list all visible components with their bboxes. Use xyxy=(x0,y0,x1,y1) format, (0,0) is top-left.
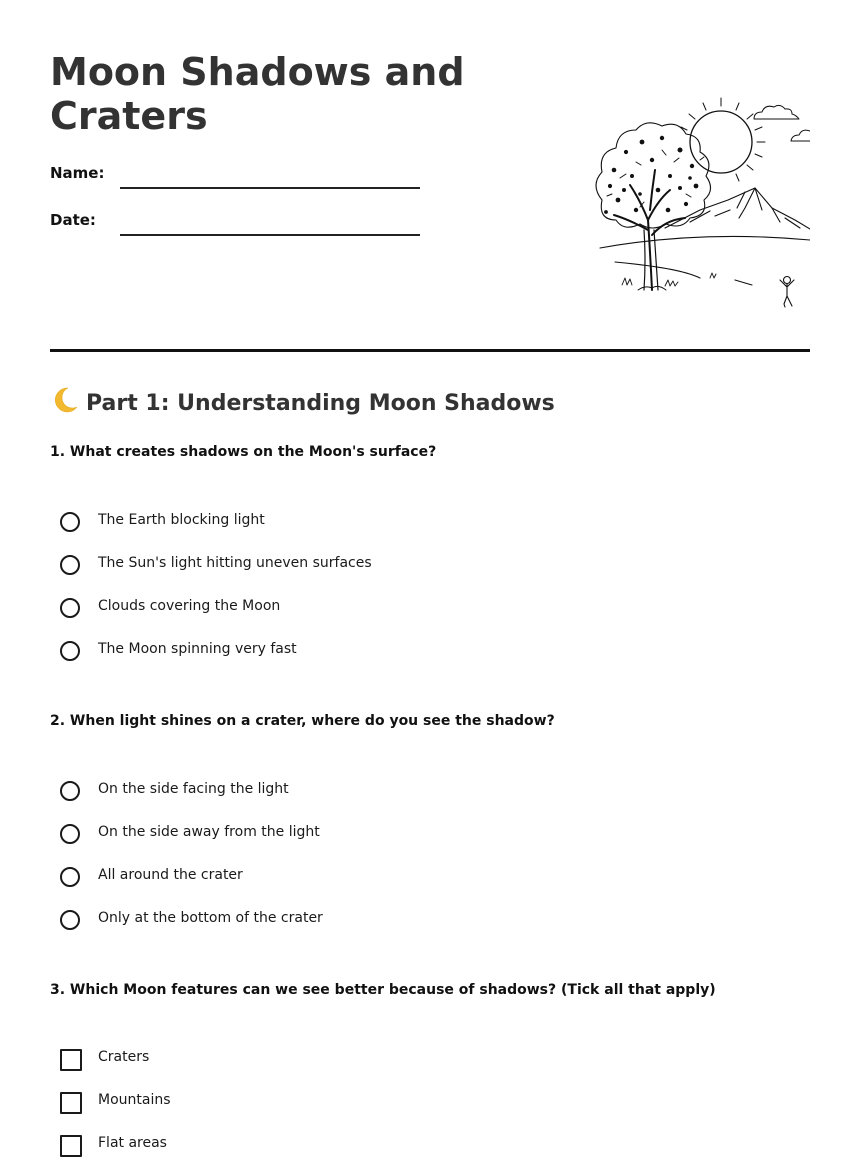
radio-button[interactable] xyxy=(60,555,80,575)
option-label: The Sun's light hitting uneven surfaces xyxy=(98,555,372,571)
radio-button[interactable] xyxy=(60,781,80,801)
checkbox[interactable] xyxy=(60,1135,82,1157)
question-3: 3. Which Moon features can we see better because of shadows? (Tick all that apply) xyxy=(50,982,716,998)
name-field xyxy=(50,158,470,188)
checkbox[interactable] xyxy=(60,1092,82,1114)
answer-option[interactable] xyxy=(60,866,760,892)
option-label: The Earth blocking light xyxy=(98,512,265,528)
answer-option[interactable] xyxy=(60,909,760,935)
radio-button[interactable] xyxy=(60,824,80,844)
page-title: Moon Shadows and Craters xyxy=(50,50,465,138)
date-label: Date: xyxy=(50,211,96,229)
answer-option[interactable] xyxy=(60,823,760,849)
question-2: 2. When light shines on a crater, where do you see the shadow? xyxy=(50,713,555,729)
grass-icon xyxy=(622,273,716,286)
option-label: Flat areas xyxy=(98,1135,167,1151)
worksheet-page xyxy=(50,0,810,1161)
answer-option[interactable] xyxy=(60,1091,760,1117)
question-1: 1. What creates shadows on the Moon's surface? xyxy=(50,444,437,460)
radio-button[interactable] xyxy=(60,867,80,887)
answer-option[interactable] xyxy=(60,554,760,580)
name-input-line[interactable] xyxy=(120,187,420,189)
date-field xyxy=(50,205,470,235)
radio-button[interactable] xyxy=(60,512,80,532)
answer-option[interactable] xyxy=(60,640,760,666)
option-label: On the side facing the light xyxy=(98,781,289,797)
radio-button[interactable] xyxy=(60,598,80,618)
name-label: Name: xyxy=(50,164,105,182)
landscape-illustration xyxy=(540,90,810,315)
sun-icon xyxy=(681,98,765,181)
radio-button[interactable] xyxy=(60,910,80,930)
option-label: On the side away from the light xyxy=(98,824,320,840)
answer-option[interactable] xyxy=(60,780,760,806)
cloud-icon xyxy=(754,105,799,119)
option-label: The Moon spinning very fast xyxy=(98,641,297,657)
answer-option[interactable] xyxy=(60,597,760,623)
answer-option[interactable] xyxy=(60,511,760,537)
tree-icon xyxy=(596,123,711,290)
option-label: Mountains xyxy=(98,1092,171,1108)
answer-option[interactable] xyxy=(60,1048,760,1074)
header-divider xyxy=(50,349,810,352)
option-label: Only at the bottom of the crater xyxy=(98,910,323,926)
cloud-icon xyxy=(791,130,810,141)
child-icon xyxy=(780,277,794,308)
option-label: All around the crater xyxy=(98,867,243,883)
answer-option[interactable] xyxy=(60,1134,760,1160)
checkbox[interactable] xyxy=(60,1049,82,1071)
radio-button[interactable] xyxy=(60,641,80,661)
date-input-line[interactable] xyxy=(120,234,420,236)
option-label: Craters xyxy=(98,1049,150,1065)
section-title-text: Part 1: Understanding Moon Shadows xyxy=(86,391,555,416)
option-label: Clouds covering the Moon xyxy=(98,598,281,614)
section-heading xyxy=(50,385,555,421)
crescent-moon-icon xyxy=(50,385,80,415)
